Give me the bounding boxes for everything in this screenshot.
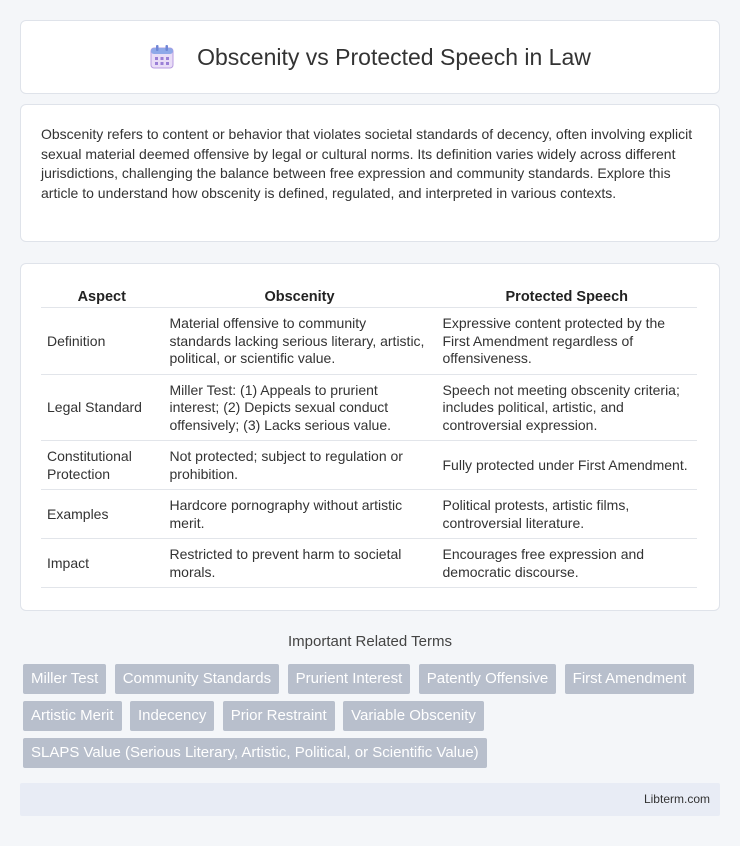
header-card [20, 20, 720, 94]
intro-card [20, 104, 720, 242]
comparison-table [41, 284, 697, 588]
table-row [41, 490, 697, 539]
table-cell: Examples [41, 490, 163, 539]
table-cell: Hardcore pornography without artistic merit. [163, 490, 436, 539]
column-header-aspect: Aspect [41, 284, 163, 308]
footer [20, 783, 720, 816]
related-terms-title: Important Related Terms [288, 633, 452, 650]
tag-first-amendment[interactable]: First Amendment [565, 664, 694, 694]
column-header-protected-speech: Protected Speech [436, 284, 697, 308]
table-cell: Restricted to prevent harm to societal morals. [163, 539, 436, 588]
tag-patently-offensive[interactable]: Patently Offensive [419, 664, 556, 694]
table-cell: Legal Standard [41, 374, 163, 441]
table-row [41, 441, 697, 490]
table-cell: Speech not meeting obscenity criteria; includes political, artistic, and controversial expression. [436, 374, 697, 441]
related-terms-list [23, 664, 723, 775]
table-cell: Not protected; subject to regulation or prohibition. [163, 441, 436, 490]
table-cell: Constitutional Protection [41, 441, 163, 490]
column-header-obscenity: Obscenity [163, 284, 436, 308]
tag-variable-obscenity[interactable]: Variable Obscenity [343, 701, 484, 731]
page-title: Obscenity vs Protected Speech in Law [197, 43, 591, 70]
table-row [41, 539, 697, 588]
tag-slaps-value[interactable]: SLAPS Value (Serious Literary, Artistic, Political, or Scientific Value) [23, 738, 487, 768]
table-header-row [41, 284, 697, 308]
table-cell: Expressive content protected by the First Amendment regardless of offensiveness. [436, 308, 697, 375]
calendar-icon [149, 44, 175, 70]
tag-community-standards[interactable]: Community Standards [115, 664, 279, 694]
table-cell: Material offensive to community standards lacking serious literary, artistic, political, or scientific value. [163, 308, 436, 375]
footer-site-link[interactable]: Libterm.com [643, 792, 710, 806]
table-cell: Impact [41, 539, 163, 588]
table-cell: Encourages free expression and democratic discourse. [436, 539, 697, 588]
intro-text: Obscenity refers to content or behavior that violates societal standards of decency, often involving explicit sexual material deemed offensive by legal or cultural norms. Its definition varies widely across different jurisdictions, challenging the balance between free expression and community standards. Explore this article to understand how obscenity is defined, regulated, and interpreted in various contexts. [41, 126, 693, 201]
table-cell: Fully protected under First Amendment. [436, 441, 697, 490]
table-cell: Political protests, artistic films, controversial literature. [436, 490, 697, 539]
tag-prior-restraint[interactable]: Prior Restraint [223, 701, 335, 731]
table-row [41, 308, 697, 375]
tag-indecency[interactable]: Indecency [130, 701, 214, 731]
comparison-table-card [20, 263, 720, 611]
table-cell: Definition [41, 308, 163, 375]
tag-miller-test[interactable]: Miller Test [23, 664, 106, 694]
table-row [41, 374, 697, 441]
tag-prurient-interest[interactable]: Prurient Interest [288, 664, 411, 694]
tag-artistic-merit[interactable]: Artistic Merit [23, 701, 122, 731]
table-cell: Miller Test: (1) Appeals to prurient interest; (2) Depicts sexual conduct offensively; (3) Lacks serious value. [163, 374, 436, 441]
